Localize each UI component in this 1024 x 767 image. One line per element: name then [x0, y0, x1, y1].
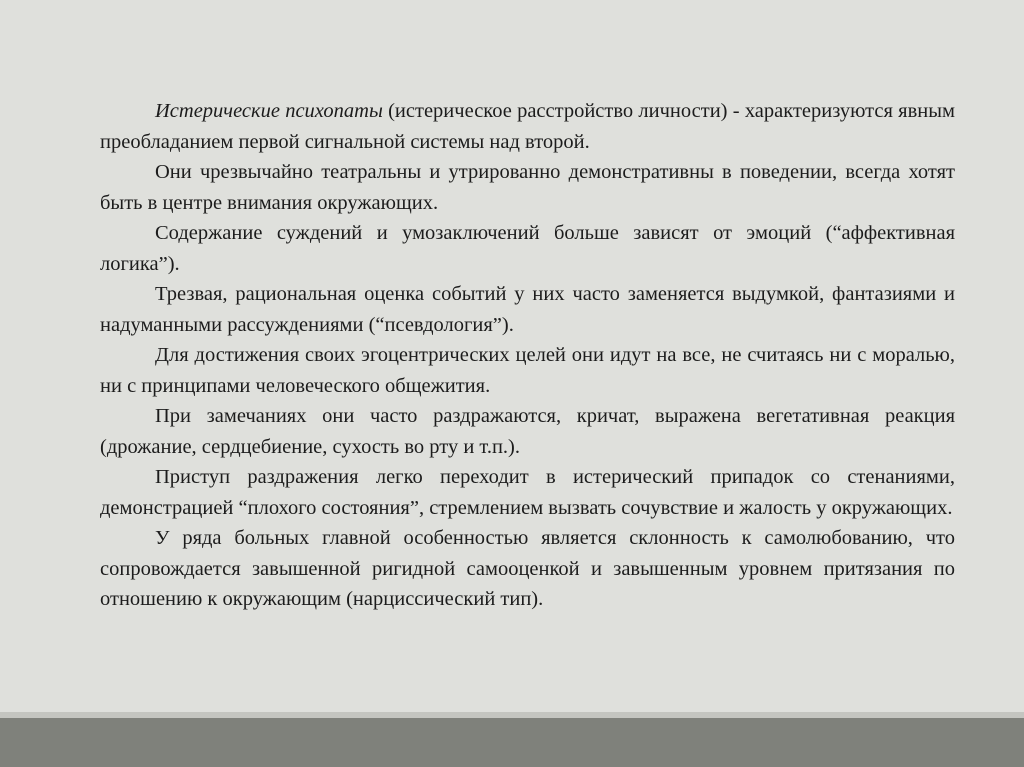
- paragraph-3: Содержание суждений и умозаключений больше зависят от эмоций (“аффективная логика”).: [100, 222, 955, 275]
- paragraph-1-text: (истерическое расстройство личности) - характеризуются явным преобладанием первой сигнальной системы над второй.: [100, 100, 955, 153]
- paragraph-7: Приступ раздражения легко переходит в истерический припадок со стенаниями, демонстрацией “плохого состояния”, стремлением вызвать сочувствие и жалость у окружающих.: [100, 466, 955, 519]
- paragraph-4: Трезвая, рациональная оценка событий у них часто заменяется выдумкой, фантазиями и надуманными рассуждениями (“псевдология”).: [100, 283, 955, 336]
- paragraph-8: У ряда больных главной особенностью является склонность к самолюбованию, что сопровождается завышенной ригидной самооценкой и завышенным уровнем притязания по отношению к окружающим (нарциссический тип).: [100, 527, 955, 610]
- paragraph-6: При замечаниях они часто раздражаются, кричат, выражена вегетативная реакция (дрожание, сердцебиение, сухость во рту и т.п.).: [100, 405, 955, 458]
- paragraph-1: [100, 96, 955, 157]
- paragraph-5: Для достижения своих эгоцентрических целей они идут на все, не считаясь ни с моралью, ни с принципами человеческого общежития.: [100, 344, 955, 397]
- paragraph-2: Они чрезвычайно театральны и утрированно демонстративны в поведении, всегда хотят быть в центре внимания окружающих.: [100, 161, 955, 214]
- slide-text: [100, 96, 955, 615]
- footer-bar: [0, 718, 1024, 767]
- term-hysterical-psychopaths: Истерические психопаты: [155, 100, 383, 122]
